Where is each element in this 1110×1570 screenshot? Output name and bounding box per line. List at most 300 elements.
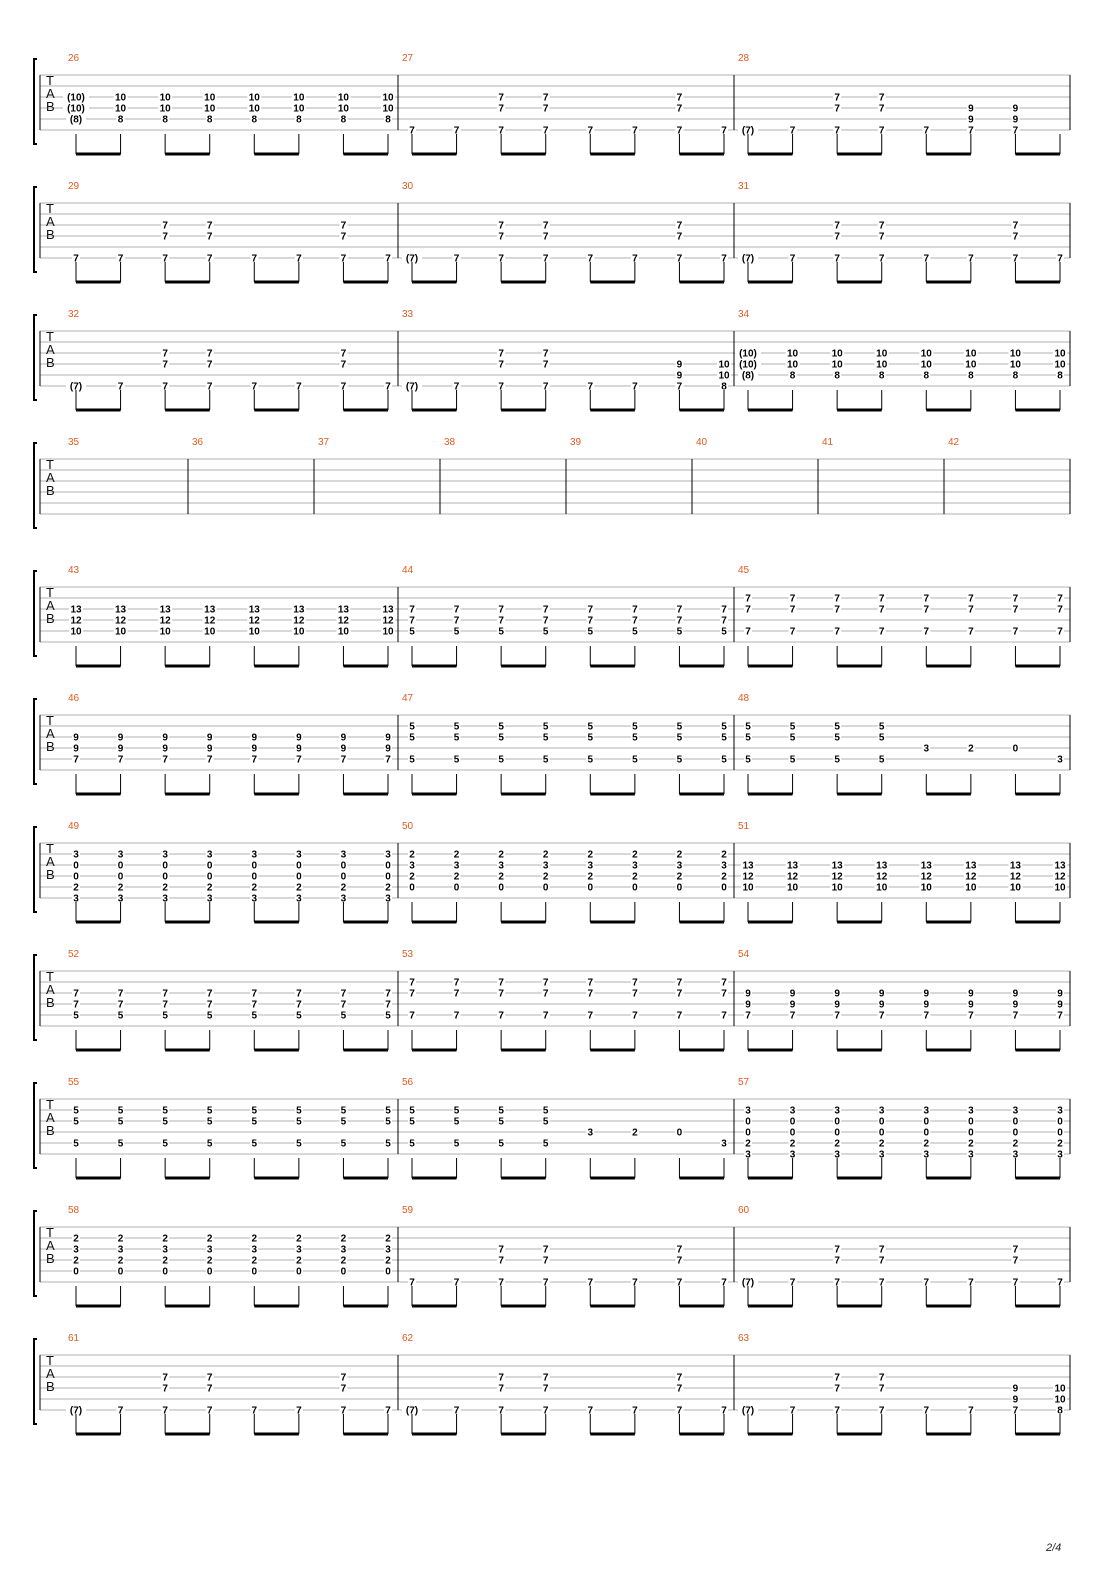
fret-number: 5 <box>251 1138 258 1150</box>
fret-number: 13 <box>831 860 843 872</box>
fret-number: 2 <box>542 871 549 883</box>
system-bracket <box>34 187 37 272</box>
fret-number: 7 <box>1012 231 1019 243</box>
fret-number: 7 <box>117 999 124 1011</box>
fret-number: 10 <box>876 348 888 360</box>
tab-clef-letter: A <box>46 470 55 485</box>
fret-number: 7 <box>206 359 213 371</box>
fret-number: 12 <box>204 615 216 627</box>
measure-number: 60 <box>738 1205 750 1216</box>
fret-number: 7 <box>162 1372 168 1384</box>
tab-system <box>34 693 1070 794</box>
fret-number: 13 <box>382 604 394 616</box>
fret-number: 7 <box>251 1405 258 1417</box>
fret-number: 5 <box>498 721 504 733</box>
fret-number: 10 <box>293 626 305 638</box>
fret-number: 7 <box>206 253 213 265</box>
fret-number: 5 <box>676 732 683 744</box>
fret-number: 2 <box>162 1255 168 1267</box>
fret-number: 5 <box>632 754 638 766</box>
fret-number: 7 <box>117 253 124 265</box>
fret-number: 5 <box>587 626 594 638</box>
measure-number: 36 <box>192 437 204 448</box>
fret-number: 7 <box>968 1010 974 1022</box>
measure-number: 53 <box>402 949 414 960</box>
fret-number: 7 <box>878 1277 885 1289</box>
fret-number: 7 <box>73 999 79 1011</box>
fret-number: 2 <box>206 882 213 894</box>
tab-clef-letter: T <box>46 1097 54 1112</box>
fret-number: 7 <box>721 1010 727 1022</box>
fret-number: 8 <box>296 114 302 126</box>
fret-number: 7 <box>789 125 796 137</box>
measure-number: 35 <box>68 437 80 448</box>
fret-number: 7 <box>878 1383 885 1395</box>
fret-number: 10 <box>204 103 216 115</box>
fret-number: 12 <box>115 615 127 627</box>
fret-number: 12 <box>1009 871 1021 883</box>
fret-number: 5 <box>251 1010 258 1022</box>
fret-number: 5 <box>117 1116 124 1128</box>
fret-number: 10 <box>876 359 888 371</box>
tab-clef-letter: T <box>46 1225 54 1240</box>
measure-number: 32 <box>68 309 80 320</box>
fret-number: 5 <box>498 1116 504 1128</box>
fret-number: 7 <box>542 1244 549 1256</box>
fret-number: 2 <box>296 882 302 894</box>
fret-number: 8 <box>789 370 796 382</box>
fret-number: 9 <box>923 999 930 1011</box>
fret-number: 5 <box>385 1010 391 1022</box>
fret-number: 0 <box>385 871 391 883</box>
fret-number: 12 <box>70 615 82 627</box>
tab-clef-letter: A <box>46 598 55 613</box>
fret-number: 5 <box>385 1116 391 1128</box>
fret-number: 7 <box>206 1372 213 1384</box>
fret-number: 7 <box>968 626 974 638</box>
fret-number: 2 <box>251 882 258 894</box>
fret-number: 10 <box>248 626 260 638</box>
fret-number: (7) <box>741 253 755 265</box>
fret-number: 10 <box>876 882 888 894</box>
fret-number: 2 <box>453 871 460 883</box>
fret-number: 5 <box>385 1138 391 1150</box>
fret-number: 0 <box>453 882 460 894</box>
tab-clef-letter: B <box>46 1251 55 1266</box>
fret-number: 7 <box>676 220 683 232</box>
fret-number: 12 <box>382 615 394 627</box>
tab-clef-letter: B <box>46 995 55 1010</box>
fret-number: 7 <box>296 381 302 393</box>
fret-number: 7 <box>632 1405 638 1417</box>
fret-number: 7 <box>453 615 460 627</box>
fret-number: 2 <box>206 1233 213 1245</box>
fret-number: 10 <box>1009 348 1021 360</box>
fret-number: 5 <box>498 1138 504 1150</box>
fret-number: 7 <box>162 988 168 1000</box>
fret-number: 7 <box>162 1383 168 1395</box>
tab-clef-letter: B <box>46 867 55 882</box>
fret-number: 10 <box>787 359 799 371</box>
fret-number: 9 <box>385 732 391 744</box>
fret-number: 7 <box>385 988 391 1000</box>
fret-number: 7 <box>409 615 415 627</box>
fret-number: 5 <box>409 1116 415 1128</box>
fret-number: 5 <box>296 1116 302 1128</box>
fret-number: 7 <box>542 103 549 115</box>
fret-number: 9 <box>206 732 213 744</box>
fret-number: 7 <box>676 231 683 243</box>
fret-number: 0 <box>789 1116 796 1128</box>
fret-number: (8) <box>741 370 755 382</box>
fret-number: 0 <box>498 882 504 894</box>
fret-number: 5 <box>542 1105 549 1117</box>
fret-number: 5 <box>162 1105 168 1117</box>
measure-number: 56 <box>402 1077 414 1088</box>
fret-number: 7 <box>1057 593 1063 605</box>
measure-number: 42 <box>948 437 960 448</box>
fret-number: 7 <box>632 1010 638 1022</box>
fret-number: 7 <box>745 1010 751 1022</box>
tab-clef-letter: T <box>46 201 54 216</box>
fret-number: 7 <box>542 125 549 137</box>
fret-number: 5 <box>73 1010 79 1022</box>
fret-number: 7 <box>162 1405 168 1417</box>
fret-number: 5 <box>162 1138 168 1150</box>
fret-number: 3 <box>251 849 258 861</box>
tab-system <box>34 821 1070 922</box>
fret-number: 12 <box>920 871 932 883</box>
fret-number: 7 <box>834 1010 840 1022</box>
fret-number: 10 <box>965 359 977 371</box>
fret-number: 13 <box>204 604 216 616</box>
fret-number: 5 <box>117 1105 124 1117</box>
fret-number: 7 <box>340 754 347 766</box>
fret-number: 7 <box>721 125 727 137</box>
fret-number: 7 <box>251 754 258 766</box>
fret-number: 3 <box>542 860 549 872</box>
fret-number: 5 <box>721 754 727 766</box>
fret-number: 7 <box>676 1255 683 1267</box>
fret-number: 5 <box>498 754 504 766</box>
fret-number: 7 <box>1012 1405 1019 1417</box>
fret-number: 2 <box>117 882 124 894</box>
fret-number: 7 <box>676 381 683 393</box>
fret-number: 10 <box>248 92 260 104</box>
measure-number: 43 <box>68 565 80 576</box>
tab-clef-letter: A <box>46 1110 55 1125</box>
fret-number: 7 <box>1012 220 1019 232</box>
fret-number: 5 <box>73 1116 79 1128</box>
fret-number: 3 <box>296 893 302 905</box>
system-bracket <box>34 955 37 1040</box>
tab-system <box>34 1077 1070 1178</box>
fret-number: 8 <box>385 114 391 126</box>
fret-number: 0 <box>1012 743 1019 755</box>
fret-number: 7 <box>923 1010 930 1022</box>
fret-number: 0 <box>296 860 302 872</box>
fret-number: 7 <box>878 593 885 605</box>
fret-number: 7 <box>878 231 885 243</box>
fret-number: 7 <box>340 381 347 393</box>
fret-number: 8 <box>1012 370 1019 382</box>
fret-number: 10 <box>920 348 932 360</box>
fret-number: 9 <box>1012 999 1019 1011</box>
fret-number: 7 <box>409 125 415 137</box>
fret-number: 10 <box>70 626 82 638</box>
fret-number: 0 <box>968 1116 974 1128</box>
fret-number: 7 <box>834 1372 840 1384</box>
fret-number: 7 <box>834 604 840 616</box>
fret-number: 7 <box>1057 626 1063 638</box>
fret-number: 5 <box>162 1116 168 1128</box>
fret-number: 7 <box>498 92 504 104</box>
fret-number: 12 <box>337 615 349 627</box>
fret-number: 7 <box>789 253 796 265</box>
fret-number: 12 <box>159 615 171 627</box>
fret-number: 10 <box>1009 359 1021 371</box>
fret-number: 7 <box>676 125 683 137</box>
fret-number: 9 <box>162 743 168 755</box>
fret-number: 9 <box>162 732 168 744</box>
measure-number: 59 <box>402 1205 414 1216</box>
tab-system <box>34 1205 1070 1306</box>
fret-number: 5 <box>587 754 594 766</box>
fret-number: 3 <box>789 1149 796 1161</box>
fret-number: 7 <box>676 1372 683 1384</box>
tab-system <box>34 565 1070 666</box>
tab-clef-letter: B <box>46 1123 55 1138</box>
fret-number: 5 <box>453 721 460 733</box>
fret-number: 10 <box>159 103 171 115</box>
fret-number: 0 <box>251 860 258 872</box>
fret-number: 13 <box>293 604 305 616</box>
fret-number: 2 <box>162 882 168 894</box>
fret-number: 0 <box>73 871 79 883</box>
measure-number: 31 <box>738 181 750 192</box>
fret-number: 2 <box>498 849 504 861</box>
fret-number: 9 <box>834 999 840 1011</box>
fret-number: 9 <box>878 988 885 1000</box>
fret-number: 7 <box>676 977 683 989</box>
fret-number: (10) <box>739 348 757 360</box>
fret-number: 7 <box>789 1277 796 1289</box>
fret-number: 7 <box>834 1255 840 1267</box>
fret-number: 5 <box>206 1105 213 1117</box>
fret-number: 5 <box>542 1116 549 1128</box>
tab-system <box>34 1333 1070 1434</box>
fret-number: 3 <box>834 1105 840 1117</box>
fret-number: 7 <box>834 1244 840 1256</box>
fret-number: 13 <box>787 860 799 872</box>
measure-number: 39 <box>570 437 582 448</box>
fret-number: 9 <box>1057 988 1063 1000</box>
fret-number: 5 <box>676 626 683 638</box>
fret-number: 10 <box>115 626 127 638</box>
fret-number: 0 <box>745 1127 751 1139</box>
fret-number: 9 <box>968 999 974 1011</box>
measure-number: 46 <box>68 693 80 704</box>
fret-number: 7 <box>206 754 213 766</box>
fret-number: 7 <box>834 92 840 104</box>
measure-number: 57 <box>738 1077 750 1088</box>
fret-number: 7 <box>1012 1244 1019 1256</box>
fret-number: 3 <box>745 1105 751 1117</box>
fret-number: 0 <box>117 1266 124 1278</box>
fret-number: 3 <box>1057 1105 1063 1117</box>
fret-number: 5 <box>789 754 796 766</box>
fret-number: 7 <box>340 348 347 360</box>
fret-number: 7 <box>878 604 885 616</box>
fret-number: 0 <box>251 871 258 883</box>
fret-number: 7 <box>498 604 504 616</box>
fret-number: 5 <box>409 1138 415 1150</box>
fret-number: 5 <box>834 721 840 733</box>
fret-number: 5 <box>542 754 549 766</box>
fret-number: 0 <box>632 882 638 894</box>
fret-number: 7 <box>1012 1255 1019 1267</box>
fret-number: 3 <box>251 893 258 905</box>
measure-number: 54 <box>738 949 750 960</box>
fret-number: 7 <box>73 988 79 1000</box>
fret-number: 0 <box>117 860 124 872</box>
tab-system <box>34 309 1070 410</box>
fret-number: 2 <box>878 1138 885 1150</box>
fret-number: 5 <box>206 1010 213 1022</box>
fret-number: 10 <box>831 348 843 360</box>
fret-number: 7 <box>789 593 796 605</box>
fret-number: 7 <box>745 626 751 638</box>
fret-number: 7 <box>542 381 549 393</box>
fret-number: 7 <box>834 125 840 137</box>
fret-number: 7 <box>587 977 594 989</box>
fret-number: 7 <box>340 999 347 1011</box>
fret-number: 3 <box>206 1244 213 1256</box>
fret-number: 5 <box>632 732 638 744</box>
fret-number: 5 <box>73 1138 79 1150</box>
tab-clef-letter: T <box>46 841 54 856</box>
fret-number: 7 <box>340 1405 347 1417</box>
fret-number: 3 <box>923 1149 930 1161</box>
fret-number: 5 <box>721 732 727 744</box>
fret-number: 9 <box>73 732 79 744</box>
fret-number: 0 <box>1057 1116 1063 1128</box>
fret-number: 7 <box>453 1010 460 1022</box>
fret-number: 2 <box>968 1138 974 1150</box>
system-bracket <box>34 59 37 144</box>
fret-number: 10 <box>382 103 394 115</box>
fret-number: 9 <box>117 732 124 744</box>
fret-number: 0 <box>73 1266 79 1278</box>
fret-number: 7 <box>498 231 504 243</box>
fret-number: 7 <box>834 626 840 638</box>
measure-number: 34 <box>738 309 750 320</box>
fret-number: 10 <box>382 92 394 104</box>
system-bracket <box>34 315 37 400</box>
fret-number: 3 <box>1012 1149 1019 1161</box>
fret-number: 13 <box>742 860 754 872</box>
fret-number: 7 <box>676 92 683 104</box>
fret-number: 10 <box>204 92 216 104</box>
fret-number: 7 <box>206 999 213 1011</box>
fret-number: 3 <box>676 860 683 872</box>
fret-number: 0 <box>1012 1116 1019 1128</box>
fret-number: 3 <box>878 1149 885 1161</box>
fret-number: 5 <box>409 626 415 638</box>
fret-number: 5 <box>721 721 727 733</box>
fret-number: 7 <box>542 604 549 616</box>
measure-number: 30 <box>402 181 414 192</box>
fret-number: 0 <box>834 1127 840 1139</box>
fret-number: 3 <box>1057 1149 1063 1161</box>
measure-number: 55 <box>68 1077 80 1088</box>
fret-number: 7 <box>923 125 930 137</box>
fret-number: 7 <box>498 1277 504 1289</box>
fret-number: 5 <box>834 754 840 766</box>
fret-number: 7 <box>340 359 347 371</box>
tab-clef-letter: A <box>46 214 55 229</box>
fret-number: 9 <box>1057 999 1063 1011</box>
fret-number: 0 <box>296 871 302 883</box>
fret-number: 7 <box>542 1010 549 1022</box>
fret-number: 9 <box>676 359 683 371</box>
tab-clef-letter: T <box>46 329 54 344</box>
fret-number: 7 <box>453 381 460 393</box>
tab-clef-letter: A <box>46 342 55 357</box>
fret-number: 12 <box>293 615 305 627</box>
fret-number: 0 <box>676 1127 683 1139</box>
fret-number: 2 <box>251 1255 258 1267</box>
tab-clef-letter: T <box>46 713 54 728</box>
fret-number: (7) <box>405 381 419 393</box>
fret-number: 2 <box>206 1255 213 1267</box>
fret-number: 12 <box>248 615 260 627</box>
fret-number: 5 <box>296 1010 302 1022</box>
tab-system <box>34 181 1070 282</box>
fret-number: 0 <box>1012 1127 1019 1139</box>
tab-clef-letter: T <box>46 457 54 472</box>
fret-number: 10 <box>337 103 349 115</box>
fret-number: 3 <box>721 860 727 872</box>
fret-number: 10 <box>1054 359 1066 371</box>
fret-number: (8) <box>69 114 83 126</box>
tab-clef-letter: T <box>46 585 54 600</box>
tab-clef-letter: B <box>46 1379 55 1394</box>
fret-number: 7 <box>878 1244 885 1256</box>
fret-number: 8 <box>206 114 213 126</box>
fret-number: 7 <box>923 1405 930 1417</box>
fret-number: 8 <box>117 114 124 126</box>
fret-number: 3 <box>117 893 124 905</box>
fret-number: 9 <box>340 732 347 744</box>
fret-number: 7 <box>340 253 347 265</box>
fret-number: 3 <box>878 1105 885 1117</box>
fret-number: 10 <box>1009 882 1021 894</box>
fret-number: 7 <box>542 92 549 104</box>
fret-number: 2 <box>676 849 683 861</box>
fret-number: 9 <box>878 999 885 1011</box>
measure-number: 47 <box>402 693 414 704</box>
fret-number: 8 <box>251 114 258 126</box>
fret-number: 7 <box>498 359 504 371</box>
fret-number: 9 <box>1012 1394 1019 1406</box>
fret-number: 7 <box>923 626 930 638</box>
fret-number: 9 <box>251 732 258 744</box>
fret-number: 7 <box>542 1372 549 1384</box>
fret-number: 7 <box>968 1277 974 1289</box>
fret-number: 2 <box>745 1138 751 1150</box>
tab-clef-letter: A <box>46 1238 55 1253</box>
